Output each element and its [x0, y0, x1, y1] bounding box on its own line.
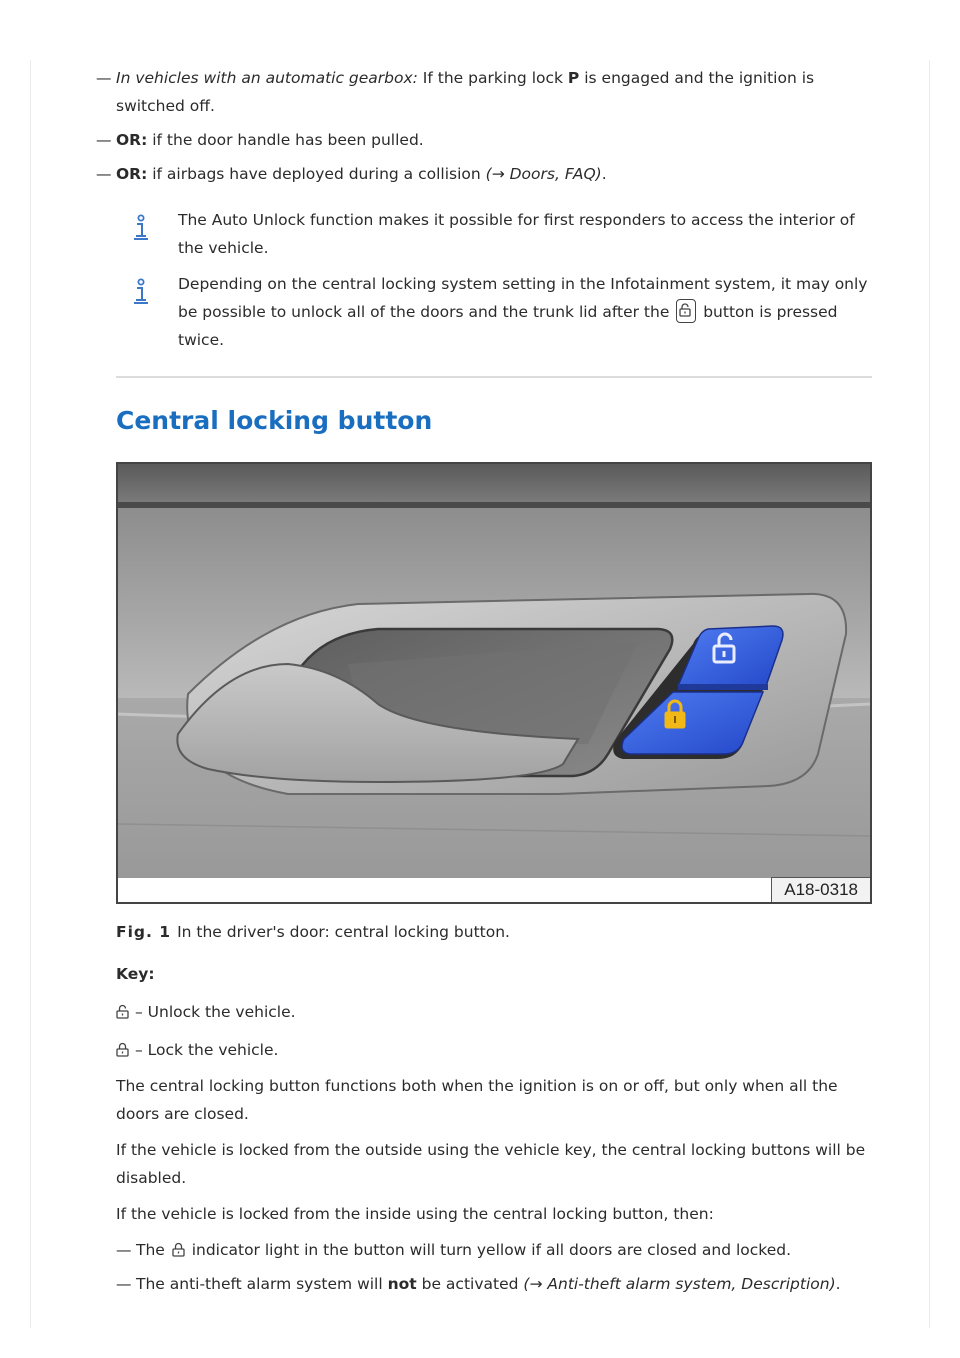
figure-caption: Fig. 1 In the driver's door: central locking button.	[116, 923, 510, 941]
lock-icon	[116, 1042, 129, 1057]
info-note: Depending on the central locking system setting in the Infotainment system, it may only be possible to unlock all of the doors and the trunk lid after the button is pressed twice.	[116, 270, 872, 354]
key-item-unlock: – Unlock the vehicle.	[116, 998, 872, 1026]
key-item-lock: – Lock the vehicle.	[116, 1036, 872, 1064]
bullet-dash: —	[116, 1241, 132, 1259]
bullet-anti-theft: — The anti-theft alarm system will not be activated (→ Anti-theft alarm system, Description).	[116, 1270, 872, 1298]
bullet-door-handle: — OR: if the door handle has been pulled.	[96, 126, 872, 154]
section-divider	[116, 376, 872, 378]
cross-reference-link[interactable]: (→ Doors, FAQ)	[485, 165, 602, 183]
arrow-right-icon: →	[529, 1275, 543, 1293]
info-note: The Auto Unlock function makes it possible for first responders to access the interior of the vehicle.	[116, 206, 872, 262]
unlock-icon	[116, 1004, 129, 1019]
cross-reference-link[interactable]: (→ Anti-theft alarm system, Description)	[523, 1275, 836, 1293]
lock-icon	[172, 1242, 185, 1257]
info-icon	[132, 214, 150, 240]
info-icon	[132, 278, 150, 304]
paragraph-function: The central locking button functions both when the ignition is on or off, but only when all the doors are closed.	[116, 1077, 838, 1123]
arrow-right-icon: →	[491, 165, 505, 183]
paragraph-outside-lock: If the vehicle is locked from the outside using the vehicle key, the central locking buttons will be disabled.	[116, 1141, 866, 1187]
bullet-dash: —	[96, 131, 112, 149]
document-content	[96, 64, 872, 1304]
bullet-dash: —	[96, 165, 112, 183]
door-handle-figure	[116, 462, 872, 904]
page-margin-line-left	[30, 60, 31, 1328]
bullet-airbags: — OR: if airbags have deployed during a collision (→ Doors, FAQ).	[96, 160, 872, 188]
parking-lock-letter: P	[567, 69, 580, 87]
door-panel-illustration	[118, 464, 870, 902]
bullet-automatic-gearbox: — In vehicles with an automatic gearbox: If the parking lock P is engaged and the ignition is switched off.	[96, 64, 872, 120]
bullet-dash: —	[116, 1275, 132, 1293]
paragraph-inside-lock: If the vehicle is locked from the inside using the central locking button, then:	[116, 1205, 714, 1223]
figure-code: A18-0318	[771, 877, 870, 902]
page-margin-line-right	[929, 60, 930, 1328]
unlock-button-icon	[676, 299, 696, 323]
section-title: Central locking button	[116, 406, 433, 435]
info-notes	[116, 206, 872, 354]
inside-lock-bullets	[116, 1236, 872, 1298]
bullet-italic-lead: In vehicles with an automatic gearbox:	[116, 69, 418, 87]
bullet-indicator-light: — The indicator light in the button will turn yellow if all doors are closed and locked.	[116, 1236, 872, 1264]
bullet-dash: —	[96, 69, 112, 87]
key-title: Key:	[116, 965, 155, 983]
